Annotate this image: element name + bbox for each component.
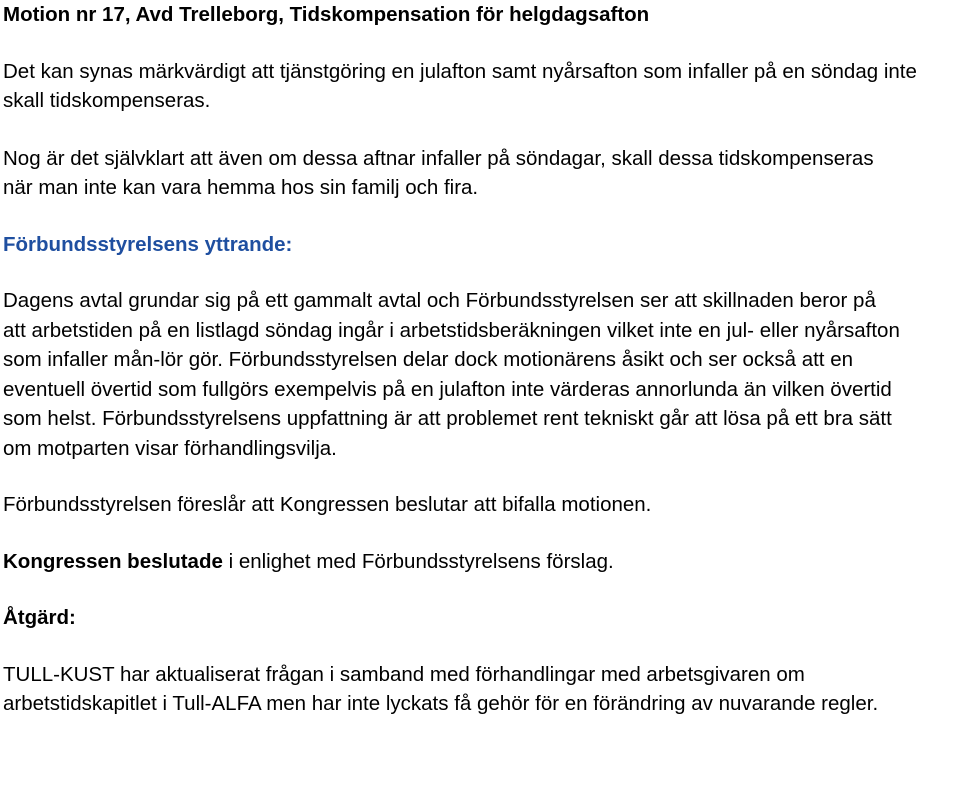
action-heading: Åtgärd:	[3, 606, 76, 629]
document-page	[3, 0, 957, 719]
decision-rest: i enlighet med Förbundsstyrelsens förslag.	[222, 549, 614, 573]
document-title: Motion nr 17, Avd Trelleborg, Tidskompensation för helgdagsafton	[3, 3, 650, 26]
decision-bold: Kongressen beslutade	[3, 549, 223, 573]
motion-paragraph-2: Nog är det självklart att även om dessa aftnar infaller på söndagar, skall dessa tidskompenseras när man inte kan vara hemma hos sin familj och fira.	[3, 146, 874, 199]
board-proposal: Förbundsstyrelsen föreslår att Kongressen beslutar att bifalla motionen.	[3, 493, 652, 516]
decision-line	[3, 547, 957, 577]
motion-paragraph-1: Det kan synas märkvärdigt att tjänstgöring en julafton samt nyårsafton som infaller på en söndag inte skall tidskompenseras.	[3, 59, 917, 112]
action-text: TULL-KUST har aktualiserat frågan i samband med förhandlingar med arbetsgivaren om arbetstidskapitlet i Tull-ALFA men har inte lyckats få gehör för en förändring av nuvarande regler.	[3, 662, 879, 715]
board-statement: Dagens avtal grundar sig på ett gammalt avtal och Förbundsstyrelsen ser att skillnaden beror på att arbetstiden på en listlagd söndag ingår i arbetstidsberäkningen vilket inte en jul- eller nyårsafton som infaller mån-lör gör. Förbundsstyrelsen delar dock motionärens åsikt och ser också att en eventuell övertid som fullgörs exempelvis på en julafton inte värderas annorlunda än vilken övertid som helst. Förbundsstyrelsens uppfattning är att problemet rent tekniskt går att lösa på ett bra sätt om motparten visar förhandlingsvilja.	[3, 289, 900, 460]
board-statement-heading: Förbundsstyrelsens yttrande:	[3, 232, 293, 256]
